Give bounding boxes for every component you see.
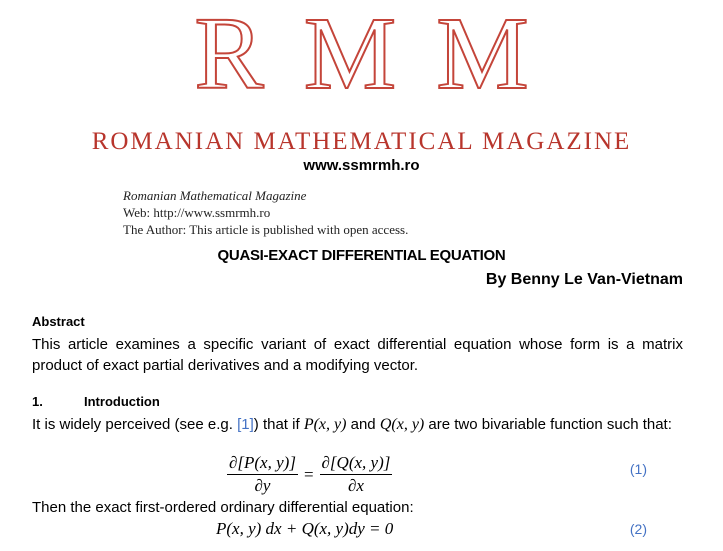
abstract-heading: Abstract [32, 314, 85, 329]
eq1-rhs-fraction [320, 453, 393, 496]
abstract-text: This article examines a specific variant of exact differential equation whose form is a matrix product of exact partial derivatives and a modifying vector. [32, 336, 683, 374]
intro-text-a: It is widely perceived (see e.g. [32, 416, 238, 433]
math-q: Q(x, y) [379, 416, 425, 433]
meta-author-note: The Author: This article is published with open access. [123, 222, 409, 237]
paper-title: QUASI-EXACT DIFFERENTIAL EQUATION [217, 247, 506, 264]
intro-text-d: are two bivariable function such that: [424, 416, 672, 433]
section-title: Introduction [84, 394, 160, 409]
paper-author: By Benny Le Van-Vietnam [485, 271, 683, 288]
article-meta [123, 187, 408, 238]
then-text: Then the exact first-ordered ordinary differential equation: [32, 499, 414, 516]
eq1-rhs-numerator: ∂[Q(x, y)] [320, 453, 393, 475]
equation-2: P(x, y) dx + Q(x, y)dy = 0 [216, 519, 394, 538]
logo-letter-m2: M [436, 0, 529, 111]
math-p: P(x, y) [303, 416, 347, 433]
magazine-url: www.ssmrmh.ro [303, 157, 420, 174]
magazine-title: ROMANIAN MATHEMATICAL MAGAZINE [91, 128, 632, 155]
logo-letter-m1: M [303, 0, 397, 111]
equation-number-1[interactable]: (1) [629, 461, 647, 477]
section-number: 1. [32, 394, 43, 409]
intro-paragraph [32, 414, 683, 435]
equation-1 [227, 453, 392, 496]
meta-journal: Romanian Mathematical Magazine [123, 188, 307, 203]
eq1-rhs-denominator: ∂x [347, 476, 364, 495]
intro-text-c: and [346, 416, 380, 433]
citation-link[interactable]: [1] [237, 416, 254, 433]
eq1-equals: = [303, 464, 314, 484]
meta-web: Web: http://www.ssmrmh.ro [123, 205, 271, 220]
section-heading [32, 394, 160, 409]
rmm-logo [0, 0, 723, 111]
intro-text-b: ) that if [253, 416, 304, 433]
eq1-lhs-fraction [227, 453, 298, 496]
eq1-lhs-numerator: ∂[P(x, y)] [227, 453, 298, 475]
logo-letter-r: R [194, 0, 264, 111]
eq1-lhs-denominator: ∂y [254, 476, 271, 495]
equation-number-2[interactable]: (2) [629, 521, 647, 537]
